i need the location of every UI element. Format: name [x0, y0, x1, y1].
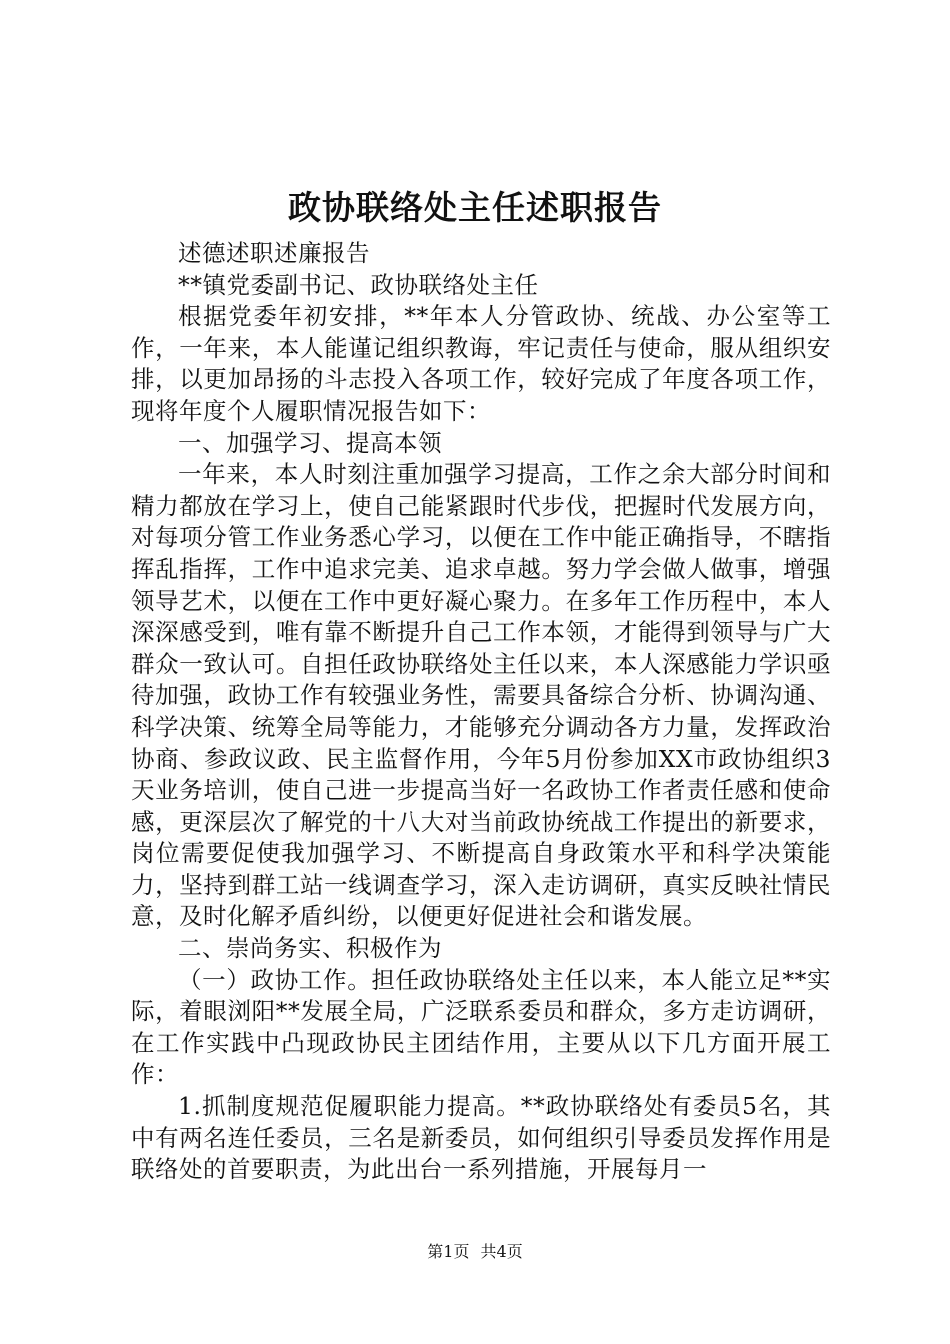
paragraph-item-1: 1.抓制度规范促履职能力提高。**政协联络处有委员5名，其中有两名连任委员，三名是新委员，如何组织引导委员发挥作用是联络处的首要职责，为此出台一系列措施，开展每月一	[131, 1092, 831, 1184]
paragraph-author-role: **镇党委副书记、政协联络处主任	[178, 270, 539, 299]
paragraph-intro: 根据党委年初安排，**年本人分管政协、统战、办公室等工作，一年来，本人能谨记组织教诲，牢记责任与使命，服从组织安排，以更加昂扬的斗志投入各项工作，较好完成了年度各项工作，现将年度个人履职情况报告如下：	[131, 302, 831, 425]
document-body	[131, 238, 831, 1186]
paragraph-subsection-1: （一）政协工作。担任政协联络处主任以来，本人能立足**实际，着眼浏阳**发展全局，广泛联系委员和群众，多方走访调研，在工作实践中凸现政协民主团结作用，主要从以下几方面开展工作：	[131, 965, 831, 1089]
document-title: 政协联络处主任述职报告	[288, 188, 662, 227]
paragraph-subtitle: 述德述职述廉报告	[178, 239, 370, 267]
paragraph-section-1: 一年来，本人时刻注重加强学习提高，工作之余大部分时间和精力都放在学习上，使自己能紧跟时代步伐，把握时代发展方向，对每项分管工作业务悉心学习，以便在工作中能正确指导，不瞎指挥乱指挥，工作中追求完美、追求卓越。努力学会做人做事，增强领导艺术，以便在工作中更好凝心聚力。在多年工作历程中，本人深深感受到，唯有靠不断提升自己工作本领，才能得到领导与广大群众一致认可。自担任政协联络处主任以来，本人深感能力学识亟待加强，政协工作有较强业务性，需要具备综合分析、协调沟通、科学决策、统筹全局等能力，才能够充分调动各方力量，发挥政治协商、参政议政、民主监督作用，今年5月份参加XX市政协组织3天业务培训，使自己进一步提高当好一名政协工作者责任感和使命感，更深层次了解党的十八大对当前政协统战工作提出的新要求，岗位需要促使我加强学习、不断提高自身政策水平和科学决策能力，坚持到群工站一线调查学习，深入走访调研，真实反映社情民意，及时化解矛盾纠纷，以便更好促进社会和谐发展。	[131, 460, 831, 931]
section-heading-2: 二、崇尚务实、积极作为	[178, 934, 442, 963]
page-number: 第1页	[427, 1242, 470, 1261]
page-footer	[0, 1241, 950, 1263]
page-total: 共4页	[480, 1242, 523, 1261]
section-heading-1: 一、加强学习、提高本领	[178, 428, 442, 457]
